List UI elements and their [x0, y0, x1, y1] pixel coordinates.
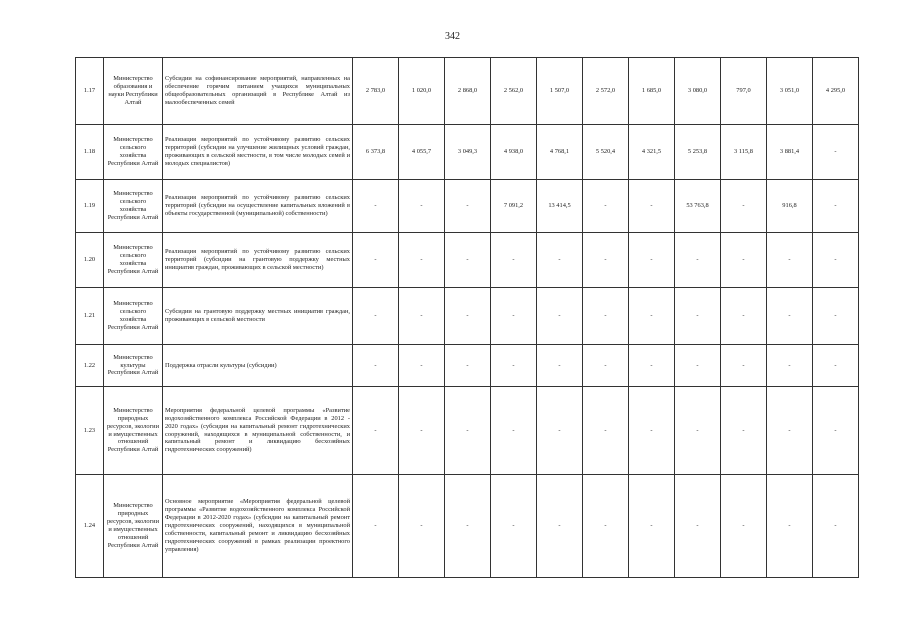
value-cell: 1 507,0 [537, 58, 583, 125]
organization-cell: Министерство природных ресурсов, экологии и имущественных отношений Республики Алтай [104, 387, 163, 475]
value-cell: - [399, 233, 445, 288]
value-cell: - [583, 180, 629, 233]
value-cell: - [675, 475, 721, 578]
value-cell: - [399, 475, 445, 578]
value-cell: 4 768,1 [537, 125, 583, 180]
value-cell: - [813, 180, 859, 233]
value-cell: - [491, 345, 537, 387]
value-cell: - [491, 387, 537, 475]
description-cell: Поддержка отрасли культуры (субсидии) [163, 345, 353, 387]
value-cell: 4 295,0 [813, 58, 859, 125]
value-cell: - [767, 387, 813, 475]
row-number-cell: 1.23 [76, 387, 104, 475]
value-cell: 1 685,0 [629, 58, 675, 125]
organization-cell: Министерство образования и науки Республики Алтай [104, 58, 163, 125]
value-cell: 3 051,0 [767, 58, 813, 125]
value-cell: - [767, 345, 813, 387]
value-cell: 5 253,8 [675, 125, 721, 180]
value-cell: - [537, 387, 583, 475]
value-cell: - [721, 387, 767, 475]
table-row [76, 345, 859, 387]
value-cell: - [629, 345, 675, 387]
value-cell: - [445, 345, 491, 387]
value-cell: - [675, 345, 721, 387]
value-cell: 6 373,8 [353, 125, 399, 180]
value-cell: - [537, 233, 583, 288]
value-cell: - [629, 233, 675, 288]
table-row [76, 288, 859, 345]
value-cell: - [721, 345, 767, 387]
value-cell: - [491, 475, 537, 578]
value-cell: - [675, 387, 721, 475]
value-cell: 2 783,0 [353, 58, 399, 125]
value-cell: - [399, 180, 445, 233]
value-cell: - [813, 288, 859, 345]
page-number: 342 [445, 31, 460, 42]
table-row [76, 387, 859, 475]
description-cell: Реализация мероприятий по устойчивому развитию сельских территорий (субсидии на улучшение жилищных условий граждан, проживающих в сельской местности, в том числе молодых семей и молодых специалистов) [163, 125, 353, 180]
value-cell: - [813, 233, 859, 288]
row-number-cell: 1.19 [76, 180, 104, 233]
value-cell: - [353, 475, 399, 578]
value-cell: 3 049,3 [445, 125, 491, 180]
description-cell: Основное мероприятие «Мероприятия федеральной целевой программы «Развитие водохозяйственного комплекса Российской Федерации в 2012-2020 годах» (субсидии на капитальный ремонт гидротехнических сооружений, находящихся в муниципальной собственности, капитальный ремонт и ликвидацию бесхозяйных гидротехнических сооружений в рамках реализации проектного управления) [163, 475, 353, 578]
value-cell: - [813, 345, 859, 387]
budget-table [75, 57, 859, 578]
row-number-cell: 1.22 [76, 345, 104, 387]
value-cell: - [353, 288, 399, 345]
value-cell: - [813, 475, 859, 578]
value-cell: - [353, 345, 399, 387]
value-cell: 3 115,8 [721, 125, 767, 180]
value-cell: 4 938,0 [491, 125, 537, 180]
value-cell: - [491, 288, 537, 345]
value-cell: 7 091,2 [491, 180, 537, 233]
value-cell: 53 763,8 [675, 180, 721, 233]
value-cell: - [445, 475, 491, 578]
value-cell: - [767, 288, 813, 345]
organization-cell: Министерство сельского хозяйства Республики Алтай [104, 180, 163, 233]
value-cell: - [583, 288, 629, 345]
organization-cell: Министерство культуры Республики Алтай [104, 345, 163, 387]
value-cell: - [813, 387, 859, 475]
value-cell: 4 055,7 [399, 125, 445, 180]
description-cell: Реализация мероприятий по устойчивому развитию сельских территорий (субсидии на грантовую поддержку местных инициатив граждан, проживающих в сельской местности) [163, 233, 353, 288]
description-cell: Субсидии на грантовую поддержку местных инициатив граждан, проживающих в сельской местности [163, 288, 353, 345]
value-cell: - [583, 345, 629, 387]
value-cell: - [399, 345, 445, 387]
value-cell: - [353, 180, 399, 233]
value-cell: - [583, 233, 629, 288]
value-cell: 916,8 [767, 180, 813, 233]
value-cell: - [813, 125, 859, 180]
value-cell: - [767, 475, 813, 578]
value-cell: - [537, 475, 583, 578]
value-cell: - [721, 475, 767, 578]
table-row [76, 125, 859, 180]
value-cell: - [629, 475, 675, 578]
value-cell: - [353, 387, 399, 475]
organization-cell: Министерство природных ресурсов, экологии и имущественных отношений Республики Алтай [104, 475, 163, 578]
value-cell: - [721, 233, 767, 288]
value-cell: - [629, 180, 675, 233]
value-cell: - [353, 233, 399, 288]
organization-cell: Министерство сельского хозяйства Республики Алтай [104, 288, 163, 345]
value-cell: 2 572,0 [583, 58, 629, 125]
value-cell: - [445, 233, 491, 288]
value-cell: 797,0 [721, 58, 767, 125]
value-cell: - [675, 288, 721, 345]
value-cell: - [445, 180, 491, 233]
description-cell: Реализация мероприятий по устойчивому развитию сельских территорий (субсидии на осуществление капитальных вложений в объекты государственной (муниципальной) собственности) [163, 180, 353, 233]
row-number-cell: 1.18 [76, 125, 104, 180]
row-number-cell: 1.24 [76, 475, 104, 578]
value-cell: - [721, 288, 767, 345]
value-cell: - [583, 475, 629, 578]
value-cell: 13 414,5 [537, 180, 583, 233]
value-cell: - [675, 233, 721, 288]
row-number-cell: 1.17 [76, 58, 104, 125]
row-number-cell: 1.20 [76, 233, 104, 288]
table-row [76, 180, 859, 233]
row-number-cell: 1.21 [76, 288, 104, 345]
value-cell: - [445, 288, 491, 345]
value-cell: - [721, 180, 767, 233]
organization-cell: Министерство сельского хозяйства Республики Алтай [104, 233, 163, 288]
value-cell: 2 868,0 [445, 58, 491, 125]
value-cell: - [537, 345, 583, 387]
value-cell: 2 562,0 [491, 58, 537, 125]
value-cell: - [491, 233, 537, 288]
table-row [76, 58, 859, 125]
description-cell: Мероприятия федеральной целевой программы «Развитие водохозяйственного комплекса Российской Федерации в 2012 - 2020 годах» (субсидия на капитальный ремонт гидротехнических сооружений, находящихся в муниципальной собственности, и капитальный ремонт и ликвидацию бесхозяйных гидротехнических сооружений) [163, 387, 353, 475]
description-cell: Субсидии на софинансирование мероприятий, направленных на обеспечение горячим питанием учащихся муниципальных общеобразовательных организаций в Республике Алтай из малообеспеченных семей [163, 58, 353, 125]
value-cell: 3 881,4 [767, 125, 813, 180]
value-cell: - [767, 233, 813, 288]
value-cell: 1 020,0 [399, 58, 445, 125]
value-cell: - [629, 387, 675, 475]
table-row [76, 233, 859, 288]
value-cell: - [445, 387, 491, 475]
value-cell: - [399, 288, 445, 345]
organization-cell: Министерство сельского хозяйства Республики Алтай [104, 125, 163, 180]
table-row [76, 475, 859, 578]
table-body [76, 58, 859, 578]
value-cell: - [583, 387, 629, 475]
value-cell: 3 080,0 [675, 58, 721, 125]
value-cell: 5 520,4 [583, 125, 629, 180]
value-cell: - [629, 288, 675, 345]
value-cell: - [399, 387, 445, 475]
value-cell: 4 321,5 [629, 125, 675, 180]
value-cell: - [537, 288, 583, 345]
